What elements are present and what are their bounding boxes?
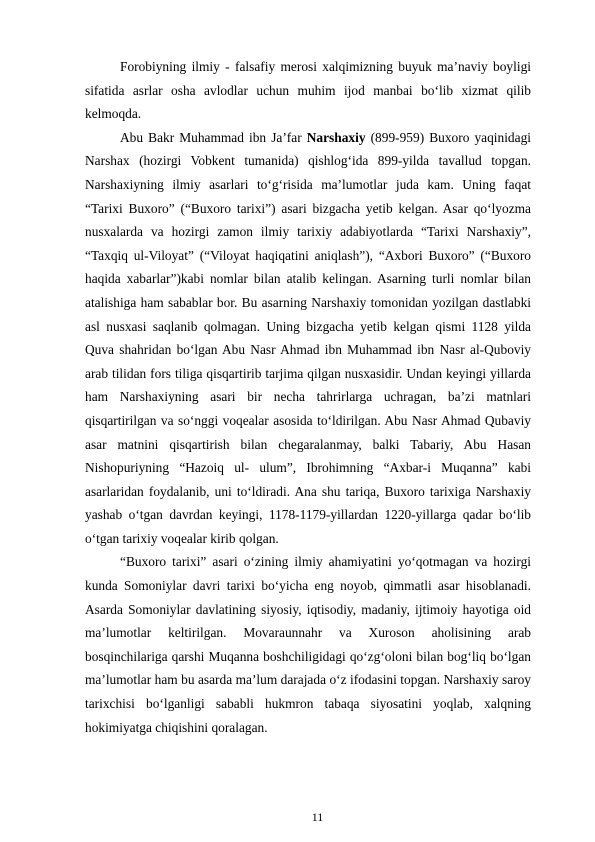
document-page <box>85 55 531 739</box>
paragraph-narshaxiy-body: (899-959) Buxoro yaqinidagi Narshax (hozirgi Vobkent tumanida) qishlog‘ida 899-yilda tavallud topgan. Narshaxiyning ilmiy asarlari to‘g‘risida ma’lumotlar juda kam. Uning faqat “Tarixi Buxoro” (“Buxoro tarixi”) asari bizgacha yetib kelgan. Asar qo‘lyozma nusxalarda va hozirgi zamon ilmiy tarixiy adabiyotlarda “Tarixi Narshaxiy”, “Taxqiq ul-Viloyat” (“Viloyat haqiqatini aniqlash”), “Axbori Buxoro” (“Buxoro haqida xabarlar”)kabi nomlar bilan atalib kelingan. Asarning turli nomlar bilan atalishiga ham sabablar bor. Bu asarning Narshaxiy tomonidan yozilgan dastlabki asl nusxasi saqlanib qolmagan. Uning bizgacha yetib kelgan qismi 1128 yilda Quva shahridan bo‘lgan Abu Nasr Ahmad ibn Muhammad ibn Nasr al-Quboviy arab tilidan fors tiliga qisqartirib tarjima qilgan nusxasidir. Undan keyingi yillarda ham Narshaxiyning asari bir necha tahrirlarga uchragan, ba’zi matnlari qisqartirilgan va so‘nggi voqealar asosida to‘ldirilgan. Abu Nasr Ahmad Qubaviy asar matnini qisqartirish bilan chegaralanmay, balki Tabariy, Abu Hasan Nishopuriyning “Hazoiq ul- ulum”, Ibrohimning “Axbar-i Muqanna” kabi asarlaridan foydalanib, uni to‘ldiradi. Ana shu tariqa, Buxoro tarixiga Narshaxiy yashab o‘tgan davrdan keyingi, 1178-1179-yillardan 1220-yillarga qadar bo‘lib o‘tgan tarixiy voqealar kirib qolgan. <box>85 129 531 546</box>
page-number: 11 <box>311 810 324 824</box>
paragraph-narshaxiy-intro: Abu Bakr Muhammad ibn Ja’far <box>120 129 307 145</box>
paragraph-farobi: Forobiyning ilmiy - falsafiy merosi xalqimizning buyuk ma’naviy boyligi sifatida asrlar osha avlodlar uchun muhim ijod manbai bo‘lib xizmat qilib kelmoqda. <box>85 59 531 122</box>
paragraph-buxoro-tarixi: “Buxoro tarixi” asari o‘zining ilmiy ahamiyatini yo‘qotmagan va hozirgi kunda Somoniylar davri tarixi bo‘yicha eng noyob, qimmatli asar hisoblanadi. Asarda Somoniylar davlatining siyosiy, iqtisodiy, madaniy, ijtimoiy hayotiga oid ma’lumotlar keltirilgan. Movaraunnahr va Xuroson aholisining arab bosqinchilariga qarshi Muqanna boshchiligidagi qo‘zg‘oloni bilan bog‘liq bo‘lgan ma’lumotlar ham bu asarda ma’lum darajada o‘z ifodasini topgan. Narshaxiy saroy tarixchisi bo‘lganligi sababli hukmron tabaqa siyosatini yoqlab, xalqning hokimiyatga chiqishini qoralagan. <box>85 554 531 735</box>
paragraph-narshaxiy <box>85 126 531 551</box>
narshaxiy-name-bold: Narshaxiy <box>306 129 366 145</box>
